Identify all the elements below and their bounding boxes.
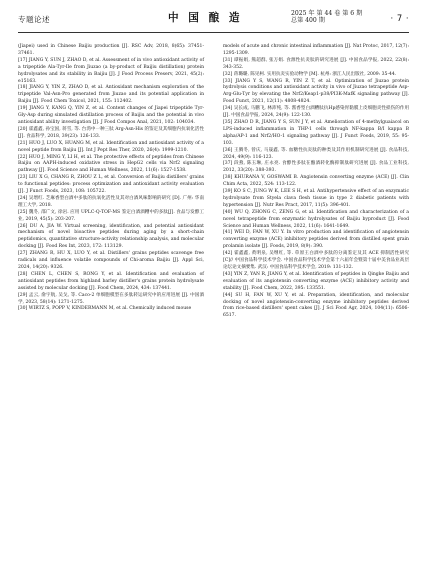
volume-line-1: 2025 年 第 44 卷 第 6 期 [291,10,363,17]
volume-line-2: 总第 400 期 [291,17,325,25]
reference-entry [18,272,204,293]
reference-number: [17] [18,57,28,63]
reference-text: 魏冬, 邵广文, 徐岩. 应用 UPLC-Q-TOF-MS 鉴定白酒酒糟中的多肽[J]. 食品与发酵工业, 2019, 45(5): 203-207. [18,209,204,222]
reference-entry [223,230,409,251]
page-number: · 7 · [390,13,409,23]
reference-number: [41] [223,230,233,236]
reference-entry [18,196,204,210]
reference-entry [18,251,204,272]
reference-number: [31] [223,57,233,63]
reference-entry [223,58,409,72]
reference-number: [40] [223,209,233,215]
reference-text: WIRTZ S, POPP V, KINDERMANN M, et al. Chemically induced mouse [28,306,192,312]
reference-entry [223,175,409,189]
reference-text: 霍鑫鑫, 黄明泉, 吴继红, 等. 草原王白酒中多肽的分离鉴定及其 ACE 抑制活性研究 [C]// 中国食品科学技术学会. 中国食品科学技术学会第十六届年会暨第十届中美食品业高层论坛论文摘要集. 武汉: 中国食品科学技术学会, 2019: 131-132. [223,251,409,270]
reference-text: 王腾冬, 曾庆, 马晟鑫, 等. 血糖性抗炎肽的种类及其作用机制研究进展 [J]. 食品科技, 2024, 49(9): 116-123. [223,147,409,160]
reference-text: ZHAO D R, JIANG Y S, SUN J Y, et al. Amelioration of 4-methylguaiacol on LPS-induced inflammation in THP-1 cells through NF-kappa B/I kappa B alpha/AP-1 and Nrf2/HO-1 signaling pathway [J]. J Funct Foods, 2019, 55: 95-103. [223,119,409,146]
reference-number: [19] [18,106,28,112]
reference-text: JIANG Y, YIN Z, ZHAO D, et al. Antioxidant mechanism exploration of the tripeptide Val-Asn-Pro generated from Jiuzao and its potential application in Baijiu [J]. Food Chem Toxicol, 2021, 155: 112402. [18,85,204,105]
reference-entry [18,155,204,176]
reference-text: WEI D, FAN W, XU Y. In vitro production and identification of angiotensin converting enzyme (ACE) inhibitory peptides derived from distilled spent grain prolamin isolate [J]. Foods, 2019, 8(9): 390. [223,230,409,250]
reference-number: [22] [18,154,28,160]
reference-entry [223,189,409,210]
reference-number: [34] [223,106,233,112]
reference-number: [37] [223,161,233,167]
reference-number: [28] [18,271,28,277]
reference-entry [223,79,409,107]
reference-entry [18,141,204,155]
reference-text: DU A, JIA W. Virtual screening, identification, and potential antioxidant mechanism of novel bioactive peptides during aging by a short-chain peptidomics, quantitative structure-activity relationship analysis, and molecular docking [J]. Food Res Int, 2023, 172: 113129. [18,223,204,250]
reference-text: models of acute and chronic intestinal inflammation [J]. Nat Protoc, 2017, 12(7): 1295-1309. [223,44,409,56]
reference-entry [223,210,409,231]
reference-entry [223,251,409,272]
reference-text: 吴增红. 芝麻香型白酒中多肽的抗氧化活性及其对白酒风味影响的研究 [D]. 广州: 华南理工大学, 2018. [18,195,204,208]
reference-number: [27] [18,251,28,257]
reference-number: [39] [223,189,233,195]
reference-entry [18,58,204,86]
reference-number: [23] [18,175,28,181]
reference-text: YIN Z, YAN R, JIANG Y, et al. Identification of peptides in Qingke Baijiu and evaluation of its angiotensin converting enzyme (ACE) inhibitory activity and stability [J]. Food Chem, 2022, 395: 133551. [223,271,409,291]
reference-number: [42] [223,251,233,257]
reference-number: [24] [18,195,28,201]
volume-info [291,10,362,25]
header-divider [18,32,409,33]
reference-text: WU Q, ZHONG C, ZENG G, et al. Identification and characterization of a novel tetrapeptide from enzymatic hydrolysates of Baijiu byproduct [J]. Food Science and Human Wellness, 2022, 11(6): 1641-1649. [223,209,409,229]
reference-number: [26] [18,223,28,229]
reference-text: KHURANA V, GOSWAMI B. Angiotensin converting enzyme (ACE) [J]. Clin Chim Acta, 2022, 524: 113-122. [223,175,409,188]
reference-entry [18,306,204,313]
reference-text: JIANG Y, SUN J, ZHAO D, et al. Assessment of in vivo antioxidant activity of a tripeptide Ala-Tyr-Ile from Jiuzao (a by-product of Baijiu distillation) protein hydrolysates and its stability in Baijiu [J]. J Food Process Preserv, 2021, 45(2): e15163. [18,57,205,84]
reference-text: 段燕, 陈玉琳, 庄永亮. 食酵性多肽在酿酒转化酶抑制肽研究进展 [J]. 食品工业科技, 2012, 33(20): 388-393. [223,161,410,174]
reference-number: [29] [18,292,28,298]
reference-text: CHEN L, CHEN S, RONG Y, et al. Identification and evaluation of antioxidant peptides from highland barley distiller's grains protein hydrolysate assisted by molecular docking [J]. Food Chem, 2024, 434: 137441. [18,271,204,291]
reference-text: JIANG Y S, WANG R, YIN Z T, et al. Optimization of Jiuzao protein hydrolysis conditions and antioxidant activity in vivo of Jiuzao tetrapeptide Asp-Arg-Glu-Tyr by elevating the Nrf2/Keap1-p38/PI3K-MafK signaling pathway [J]. Food Funct, 2021, 12(11): 4808-4824. [223,78,409,105]
references-right-column [223,44,409,320]
reference-text: 谭振娟, 熊超群, 张万娟. 食源性抗炎肽的研究进展 [J]. 中国食品学报, 2022, 22(8): 343-352. [223,57,409,70]
reference-number: [18] [18,85,28,91]
section-label: 专题论述 [18,15,50,24]
reference-number: [21] [18,140,28,146]
reference-entry [223,120,409,148]
reference-number: [20] [18,126,28,132]
reference-entry [18,210,204,224]
reference-entry [18,293,204,307]
reference-entry [18,85,204,106]
reference-text: KO S C, JUNG W K, LEE S H, et al. Antihypertensive effect of an enzymatic hydrolysate from Styela clava flesh tissue in type 2 diabetic patients with hypertension [J]. Nutr Res Pract, 2017, 11(5): 396-401. [223,189,409,208]
reference-entry [223,161,409,175]
reference-number: [30] [18,306,28,312]
reference-text: ZHANG R, HU X, LUO Y, et al. Distillers' grains peptides scavenge free radicals and influence volatile compounds of Chi-aroma Baijiu [J]. Appl Sci, 2024, 14(20): 9326. [18,251,204,270]
reference-entry [223,272,409,293]
reference-number: [32] [223,71,233,77]
reference-text: 孟云, 俞宇航, 吴戈, 等. Caco-2 单细胞模型在多肽转运研究中的应用进展 [J]. 中国酒学, 2023, 58(14): 1271-1275. [18,292,204,305]
reference-entry [223,72,409,79]
reference-entry [223,293,409,321]
reference-entry [18,106,204,127]
reference-text: HUO J, LUO X, HUANG M, et al. Identification and antioxidant activity of a novel peptide from Baijiu [J]. Int J Pept Res Ther, 2020, 26(4): 1999-1210. [18,140,204,153]
reference-text: 蒋璐璐, 陈见柯. 实用抗炎实验动物学 [M]. 杭州: 浙江人民出版社, 2009: 35-44. [233,71,397,77]
reference-number: [38] [223,175,233,181]
reference-number: [25] [18,209,28,215]
reference-entry [18,224,204,252]
reference-number: [33] [223,78,233,84]
reference-number: [44] [223,292,233,298]
reference-text: (Jiapei) used in Chinese Baijiu production [J]. RSC Adv, 2018, 8(65): 37451-37461. [18,44,204,56]
reference-number: [36] [223,147,233,153]
reference-text: JIANG Y, KANG Q, YIN Z, et al. Content changes of Jiapei tripeptide Tyr-Gly-Asp during simulated distillation process of Baijiu and the potential in vivo antioxidant ability investigation [J]. J Food Compos Anal, 2021, 102: 104034. [18,106,204,125]
reference-entry [223,44,409,58]
page-header [18,10,409,30]
reference-number: [35] [223,119,233,125]
reference-text: LIU X G, CHANG R, ZHOU Z L, et al. Conversion of Baijiu distillers' grains to functional peptides: process optimization and antioxidant activity evaluation [J]. J Funct Foods, 2023, 108: 105722. [18,175,204,195]
references-left-column [18,44,204,313]
reference-entry [223,148,409,162]
reference-text: SU H, FAN W, XU Y, et al. Preparation, identification, and molecular docking of novel angiotensin-converting enzyme inhibitory peptides derived from rice-based distillers' spent cakes [J]. J Sci Food Agr, 2024, 104(11): 6506-6517. [223,292,409,319]
reference-text: 吴长成, 马鹏飞, 林沛纯, 等. 酱香型白酒糟肽抗Hp感染胃黏膜上皮细胞炎性损伤的作用 [J]. 中国食品学报, 2024, 24(9): 122-130. [223,106,409,119]
reference-entry [18,175,204,196]
reference-text: 霍鑫鑫, 孙宝国, 蒋雪, 等. 台湾中一种三肽 Arg-Asn-His 的鉴定及其细胞内抗氧化活性 [J]. 食品科学, 2018, 39(23): 126-133. [18,126,204,139]
reference-text: HUO J, MING Y, LI H, et al. The protective effects of peptides from Chinese Baijiu on AAPH-induced oxidative stress in HepG2 cells via Nrf2 signaling pathway [J]. Food Science and Human Wellness, 2022, 11(6): 1527-1538. [18,154,204,174]
journal-title: 中 国 酿 造 [168,12,243,24]
reference-entry [223,106,409,120]
reference-number: [43] [223,271,233,277]
reference-entry [18,127,204,141]
reference-entry [18,44,204,58]
